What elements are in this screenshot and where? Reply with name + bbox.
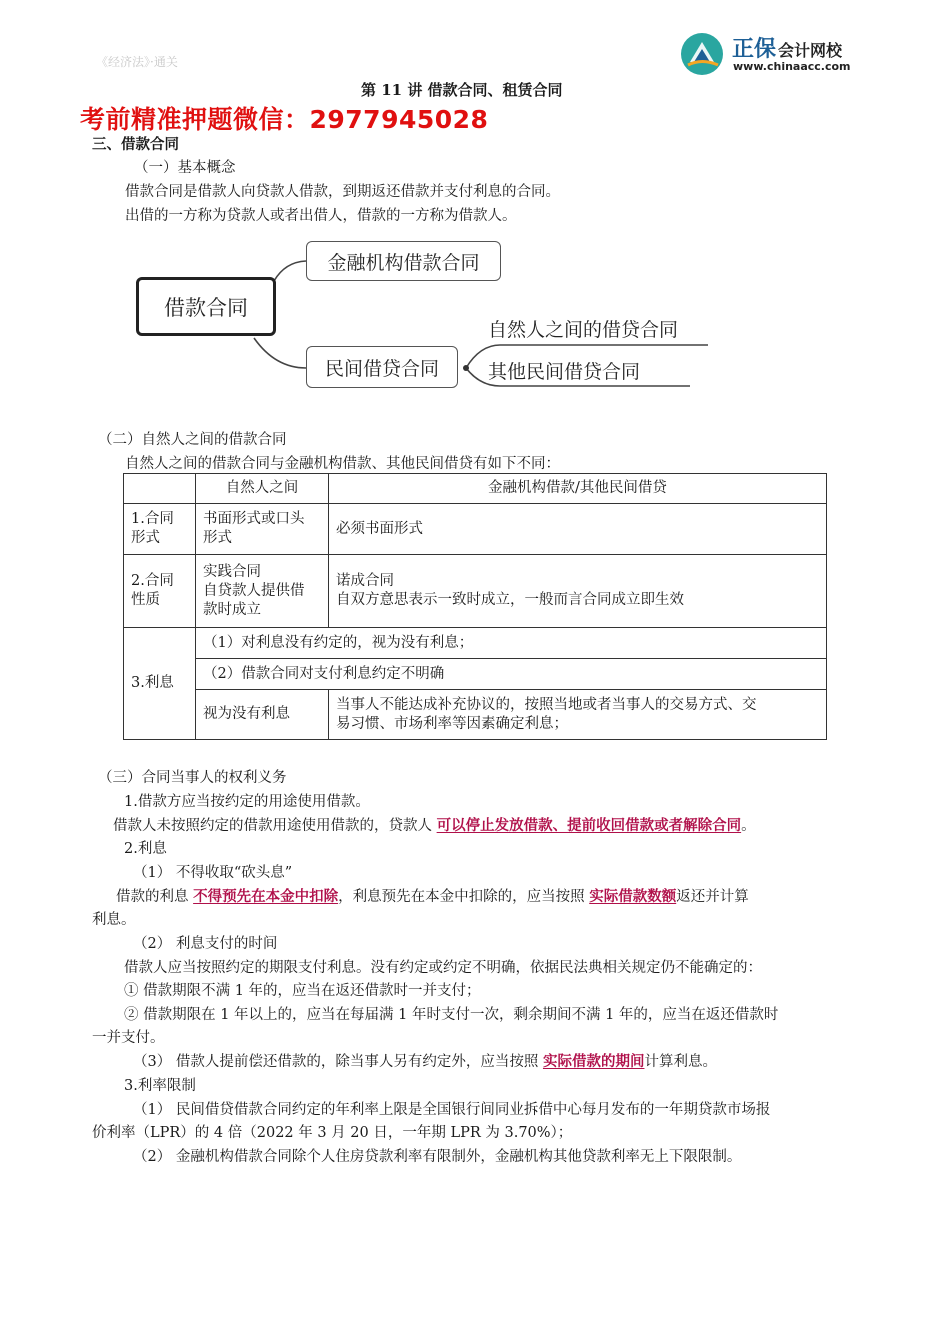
table-cell	[329, 690, 827, 740]
sub-item-private-rate: （1） 民间借贷借款合同约定的年利率上限是全国银行间同业拆借中心每月发布的一年期贷款市场报	[133, 1102, 771, 1118]
table-header-row	[124, 474, 827, 504]
item-use-purpose: 1.借款方应当按约定的用途使用借款。	[124, 794, 370, 810]
paragraph-misuse	[113, 814, 756, 835]
list-item-under-one-year: ① 借款期限不满 1 年的，应当在返还借款时一并支付；	[124, 983, 481, 999]
item-interest: 2.利息	[124, 841, 167, 857]
cell-line: 自双方意思表示一致时成立，一般而言合同成立即生效	[336, 592, 684, 608]
text-run: ，利息预先在本金中扣除的，应当按照	[338, 889, 585, 905]
cell-line: 2.合同	[131, 573, 174, 589]
table-header-natural: 自然人之间	[196, 474, 329, 504]
paragraph-definition: 借款合同是借款人向贷款人借款，到期返还借款并支付利息的合同。	[125, 184, 560, 200]
item-rate-limit: 3.利率限制	[124, 1078, 196, 1094]
comparison-table	[123, 473, 827, 740]
text-run: 借款人未按照约定的借款用途使用借款的，贷款人	[113, 818, 432, 834]
table-cell	[329, 555, 827, 628]
table-cell: （2）借款合同对支付利息约定不明确	[196, 659, 827, 690]
highlight-no-deduct: 不得预先在本金中扣除	[193, 888, 339, 905]
cell-line: 书面形式或口头	[203, 511, 305, 527]
table-intro: 自然人之间的借款合同与金融机构借款、其他民间借贷有如下不同：	[125, 456, 560, 472]
sub-heading-rights: （三）合同当事人的权利义务	[98, 770, 287, 786]
table-cell: （1）对利息没有约定的，视为没有利息；	[196, 628, 827, 659]
mind-map-branch-financial	[306, 241, 501, 281]
table-row	[124, 504, 827, 555]
cell-line: 实践合同	[203, 563, 261, 580]
cell-line: 当事人不能达成补充协议的，按照当地或者当事人的交易方式、交	[336, 696, 757, 713]
cell-line: 诺成合同	[336, 573, 394, 589]
sub-item-financial-rate: （2） 金融机构借款合同除个人住房贷款利率有限制外，金融机构其他贷款利率无上下限限制。	[133, 1149, 742, 1165]
highlight-remedies: 可以停止发放借款、提前收回借款或者解除合同	[436, 817, 742, 834]
sub-item-private-rate-cont: 价利率（LPR）的 4 倍（2022 年 3 月 20 日，一年期 LPR 为 3.70%）；	[92, 1125, 573, 1141]
paragraph-upfront-cont: 利息。	[92, 912, 136, 928]
table-header-empty	[124, 474, 196, 504]
table-cell-label	[124, 555, 196, 628]
paragraph-parties: 出借的一方称为贷款人或者出借人，借款的一方称为借款人。	[125, 208, 517, 224]
cell-line: 形式	[203, 530, 232, 546]
sub-item-payment-time: （2） 利息支付的时间	[133, 936, 278, 952]
sub-heading-natural-persons: （二）自然人之间的借款合同	[98, 432, 287, 448]
sub-item-early-repayment	[133, 1050, 717, 1071]
table-cell-label	[124, 504, 196, 555]
mind-map-branch-private-label: 民间借贷合同	[324, 357, 439, 380]
table-cell: 视为没有利息	[196, 690, 329, 740]
table-header-financial: 金融机构借款/其他民间借贷	[329, 474, 827, 504]
promo-banner: 考前精准押题微信：2977945028	[80, 105, 489, 134]
cell-line: 1.合同	[131, 511, 174, 527]
sub-heading-basic-concept: （一）基本概念	[134, 160, 236, 176]
list-item-over-one-year: ② 借款期限在 1 年以上的，应当在每届满 1 年时支付一次，剩余期间不满 1 年的，应当在返还借款时	[124, 1007, 779, 1023]
highlight-actual-amount: 实际借款数额	[589, 888, 677, 905]
sub-item-no-upfront: （1） 不得收取“砍头息”	[133, 865, 293, 881]
list-item-over-one-year-cont: 一并支付。	[92, 1030, 165, 1046]
logo-icon	[680, 32, 724, 76]
text-run: 计算利息。	[644, 1054, 717, 1070]
paragraph-upfront	[116, 885, 749, 906]
text-run: 返还并计算	[676, 889, 749, 905]
cell-line: 款时成立	[203, 601, 261, 618]
mind-map-leaf-other-private: 其他民间借贷合同	[488, 361, 641, 383]
logo-name: 正保	[732, 37, 777, 62]
lecture-title: 第 11 讲 借款合同、租赁合同	[361, 81, 563, 99]
highlight-actual-period: 实际借款的期间	[542, 1053, 645, 1070]
table-row	[124, 690, 827, 740]
table-cell	[196, 504, 329, 555]
mind-map-root-label: 借款合同	[164, 295, 248, 320]
cell-line: 性质	[131, 592, 160, 608]
paragraph-payment-time: 借款人应当按照约定的期限支付利息。没有约定或约定不明确，依据民法典相关规定仍不能确定的：	[124, 960, 762, 976]
header-faint-text: 《经济法》·通关	[96, 55, 178, 69]
table-row	[124, 659, 827, 690]
cell-line: 形式	[131, 530, 160, 546]
cell-line: 自贷款人提供借	[203, 582, 305, 599]
section-heading: 三、借款合同	[92, 136, 179, 153]
mind-map-branch-private	[306, 346, 458, 388]
table-cell-label: 3.利息	[124, 628, 196, 740]
text-run: （3） 借款人提前偿还借款的，除当事人另有约定外，应当按照	[133, 1054, 539, 1070]
mind-map-branch-financial-label: 金融机构借款合同	[327, 251, 480, 274]
brand-logo	[680, 30, 880, 80]
table-row	[124, 628, 827, 659]
table-cell	[196, 555, 329, 628]
mind-map-root	[136, 277, 276, 336]
table-cell: 必须书面形式	[329, 504, 827, 555]
table-row	[124, 555, 827, 628]
logo-sub: 会计网校	[778, 41, 843, 60]
logo-url: www.chinaacc.com	[733, 60, 851, 73]
mind-map-leaf-natural-persons: 自然人之间的借贷合同	[488, 319, 679, 341]
text-run: 借款的利息	[116, 889, 189, 905]
text-run: 。	[741, 818, 756, 834]
cell-line: 易习惯、市场利率等因素确定利息；	[336, 715, 568, 732]
